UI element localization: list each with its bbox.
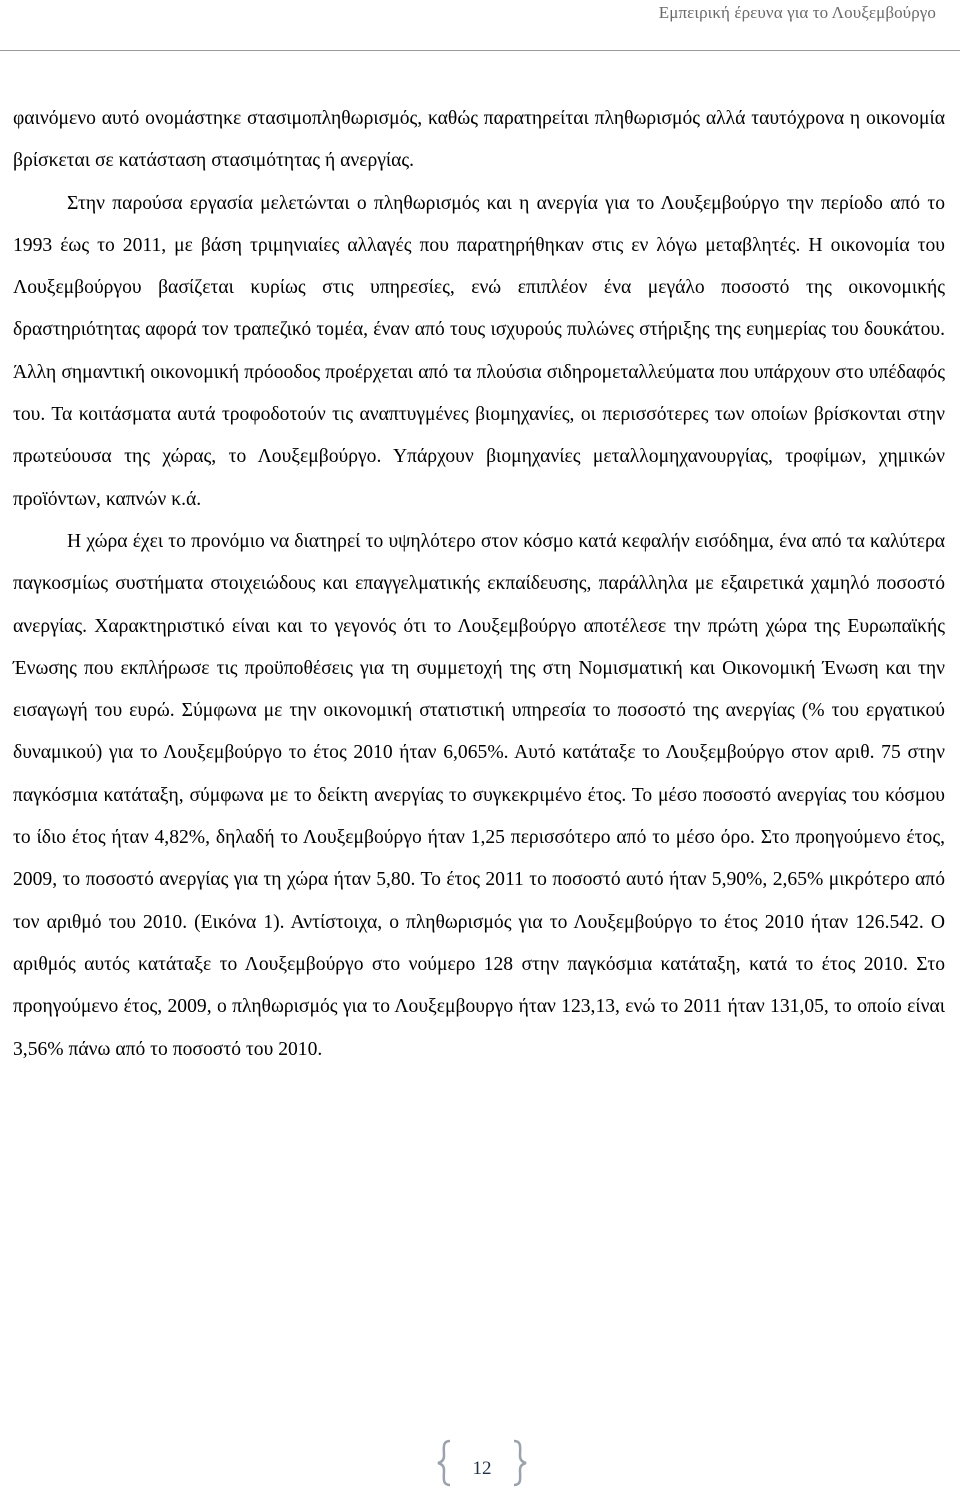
- document-body: [13, 98, 945, 1071]
- running-header: Εμπειρική έρευνα για το Λουξεμβούργο: [658, 3, 936, 22]
- paragraph-continuation: φαινόμενο αυτό ονομάστηκε στασιμοπληθωρισμός, καθώς παρατηρείται πληθωρισμός αλλά ταυτόχρονα η οικονομία βρίσκεται σε κατάσταση στασιμότητας ή ανεργίας.: [13, 108, 945, 172]
- paragraph-study-scope: Στην παρούσα εργασία μελετώνται ο πληθωρισμός και η ανεργία για το Λουξεμβούργο την περίοδο από το 1993 έως το 2011, με βάση τριμηνιαίες αλλαγές που παρατηρήθηκαν στις εν λόγω μεταβλητές. Η οικονομία του Λουξεμβούργου βασίζεται κυρίως στις υπηρεσίες, ενώ επιπλέον ένα μεγάλο ποσοστό της οικονομικής δραστηριότητας αφορά τον τραπεζικό τομέα, έναν από τους ισχυρούς πυλώνες στήριξης της ευημερίας του δουκάτου. Άλλη σημαντική οικονομική πρόοοδος προέρχεται από τα πλούσια σιδηρομεταλλεύματα που υπάρχουν στο υπέδαφός του. Τα κοιτάσματα αυτά τροφοδοτούν τις αναπτυγμένες βιομηχανίες, οι περισσότερες των οποίων βρίσκονται στην πρωτεύουσα της χώρας, το Λουξεμβούργο. Υπάρχουν βιομηχανίες μεταλλομηχανουργίας, τροφίμων, χημικών προϊόντων, καπνών κ.ά.: [13, 192, 945, 510]
- header-divider: [0, 50, 960, 51]
- paragraph-unemployment-inflation: Η χώρα έχει το προνόμιο να διατηρεί το υψηλότερο στον κόσμο κατά κεφαλήν εισόδημα, ένα από τα καλύτερα παγκοσμίως συστήματα στοιχειώδους και επαγγελματικής εκπαίδευσης, παράλληλα με εξαιρετικά χαμηλό ποσοστό ανεργίας. Χαρακτηριστικό είναι και το γεγονός ότι το Λουξεμβούργο αποτέλεσε την πρώτη χώρα της Ευρωπαϊκής Ένωσης που εκπλήρωσε τις προϋποθέσεις για τη συμμετοχή της στη Νομισματική και Οικονομική Ένωση και την εισαγωγή του ευρώ. Σύμφωνα με την οικονομική στατιστική υπηρεσία το ποσοστό της ανεργίας (% του εργατικού δυναμικού) για το Λουξεμβούργο το έτος 2010 ήταν 6,065%. Αυτό κατάταξε το Λουξεμβούργο στον αριθ. 75 στην παγκόσμια κατάταξη, σύμφωνα με το δείκτη ανεργίας το συγκεκριμένο έτος. Το μέσο ποσοστό ανεργίας του κόσμου το ίδιο έτος ήταν 4,82%, δηλαδή το Λουξεμβούργο ήταν 1,25 περισσότερο από το μέσο όρο. Στο προηγούμενο έτος, 2009, το ποσοστό ανεργίας για τη χώρα ήταν 5,80. Το έτος 2011 το ποσοστό αυτό ήταν 5,90%, 2,65% μικρότερο από τον αριθμό του 2010. (Εικόνα 1). Αντίστοιχα, ο πληθωρισμός για το Λουξεμβούργο το έτος 2010 ήταν 126.542. Ο αριθμός αυτός κατάταξε το Λουξεμβούργο στο νούμερο 128 στην παγκόσμια κατάταξη, κατά το έτος 2010. Στο προηγούμενο έτος, 2009, ο πληθωρισμός για το Λουξεμβουργο ήταν 123,13, ενώ το 2011 ήταν 131,05, το οποίο είναι 3,56% πάνω από το ποσοστό του 2010.: [13, 530, 945, 1060]
- page-number: 12: [472, 1458, 492, 1479]
- page-number-block: [436, 1438, 528, 1488]
